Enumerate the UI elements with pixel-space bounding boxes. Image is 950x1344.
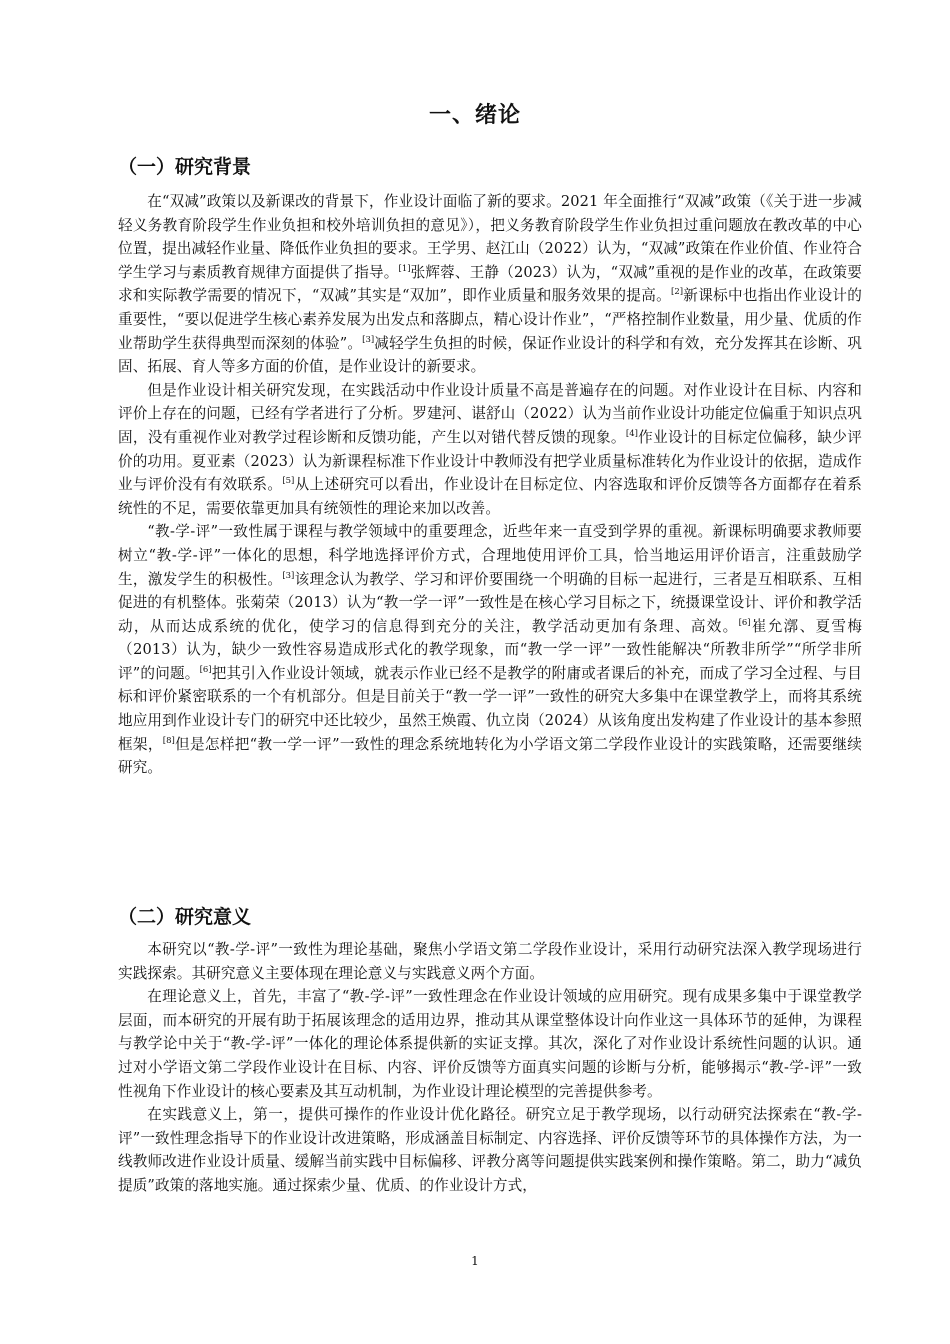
citation-marker: [6] — [199, 664, 212, 675]
paragraph-text: “教-学-评”一致性属于课程与教学领域中的重要理念，近些年来一直受到学界的重视。新课标明确要求教师要树立“教-学-评”一体化的思想，科学地选择评价方式，合理地使用评价工具，恰当地运用评价语言，注重鼓励学生，激发学生的积极性。 — [118, 523, 862, 588]
body-paragraph — [118, 520, 862, 780]
paragraph-text: 但是作业设计相关研究发现，在实践活动中作业设计质量不高是普遍存在的问题。对作业设计在目标、内容和评价上存在的问题，已经有学者进行了分析。罗建河、谌舒山（2022）认为当前作业设计功能定位偏重于知识点巩固，没有重视作业对教学过程诊断和反馈功能，产生以对错代替反馈的现象。 — [118, 381, 862, 446]
citation-marker: [8] — [162, 735, 175, 746]
paragraph-text: 把其引入作业设计领域，就表示作业已经不是教学的附庸或者课后的补充，而成了学习全过程、与目标和评价紧密联系的一个有机部分。但是目前关于“教一学一评”一致性的研究大多集中在课堂教学上，而将其系统地应用到作业设计专门的研究中还比较少，虽然王焕霞、仇立岗（2024）从该角度出发构建了作业设计的基本参照框架， — [118, 664, 863, 753]
citation-marker: [1] — [398, 263, 411, 274]
paragraph-text: 减轻学生负担的时候，保证作业设计的科学和有效，充分发挥其在诊断、巩固、拓展、育人等多方面的价值，是作业设计的新要求。 — [118, 334, 862, 376]
paragraph-text: 在实践意义上，第一，提供可操作的作业设计优化路径。研究立足于教学现场，以行动研究法探索在“教-学-评”一致性理念指导下的作业设计改进策略，形成涵盖目标制定、内容选择、评价反馈等环节的具体操作方法，为一线教师改进作业设计质量、缓解当前实践中目标偏移、评教分离等问题提供实践案例和操作策略。第二，助力“减负提质”政策的落地实施。通过探索少量、优质、的作业设计方式， — [118, 1106, 862, 1194]
citation-marker: [4] — [625, 428, 638, 439]
body-paragraph — [118, 1103, 862, 1197]
paragraph-text: 从上述研究可以看出，作业设计在目标定位、内容选取和评价反馈等各方面都存在着系统性的不足，需要依靠更加具有统领性的理论来加以改善。 — [118, 476, 862, 517]
paragraph-text: 该理念认为教学、学习和评价要围绕一个明确的目标一起进行，三者是互相联系、互相促进的有机整体。张菊荣（2013）认为“教一学一评”一致性是在核心学习目标之下，统摄课堂设计、评价和教学活动，从而达成系统的优化，使学习的信息得到充分的关注，教学活动更加有条理、高效。 — [118, 570, 862, 635]
paragraph-text: 在理论意义上，首先，丰富了“教-学-评”一致性理念在作业设计领域的应用研究。现有成果多集中于课堂教学层面，而本研究的开展有助于拓展该理念的适用边界，推动其从课堂整体设计向作业这一具体环节的延伸，为课程与教学论中关于“教-学-评”一体化的理论体系提供新的实证支撑。其次，深化了对作业设计系统性问题的认识。通过对小学语文第二学段作业设计在目标、内容、评价反馈等方面真实问题的诊断与分析，能够揭示“教-学-评”一致性视角下作业设计的核心要素及其互动机制，为作业设计理论模型的完善提供参考。 — [118, 988, 862, 1100]
citation-marker: [3] — [362, 334, 375, 345]
paragraph-text: 作业设计的目标定位偏移，缺少评价的功用。夏亚素（2023）认为新课程标准下作业设计中教师没有把学业质量标准转化为作业设计的依据，造成作业与评价没有有效联系。 — [118, 428, 862, 494]
body-paragraph — [118, 190, 862, 379]
citation-marker: [6] — [738, 617, 751, 628]
citation-marker: [3] — [282, 570, 295, 581]
paragraph-text: 张辉蓉、王静（2023）认为，“双减”重视的是作业的改革，在政策要求和实际教学需要的情况下，“双减”其实是“双加”，即作业质量和服务效果的提高。 — [118, 263, 862, 305]
paragraph-text: 崔允漷、夏雪梅（2013）认为，缺少一致性容易造成形式化的教学现象，而“教一学一评”一致性能解决“所教非所学”“所学非所评”的问题。 — [118, 617, 863, 682]
paragraph-text: 但是怎样把“教一学一评”一致性的理念系统地转化为小学语文第二学段作业设计的实践策略，还需要继续研究。 — [118, 735, 862, 777]
citation-marker: [2] — [671, 287, 684, 298]
paragraph-text: 本研究以“教-学-评”一致性为理论基础，聚焦小学语文第二学段作业设计，采用行动研究法深入教学现场进行实践探索。其研究意义主要体现在理论意义与实践意义两个方面。 — [118, 941, 862, 982]
body-paragraph — [118, 985, 862, 1103]
section-body-background — [118, 190, 862, 780]
paragraph-text: 新课标中也指出作业设计的重要性，“要以促进学生核心素养发展为出发点和落脚点，精心设计作业”，“严格控制作业数量，用少量、优质的作业帮助学生获得典型而深刻的体验”。 — [118, 287, 862, 352]
paragraph-text: 在“双减”政策以及新课改的背景下，作业设计面临了新的要求。2021 年全面推行“双减”政策（《关于进一步减轻义务教育阶段学生作业负担和校外培训负担的意见》），把义务教育阶段学生作业负担过重问题放在教改革的中心位置，提出减轻作业量、降低作业负担的要求。王学男、赵江山（2022）认为，“双减”政策在作业价值、作业符合学生学习与素质教育规律方面提供了指导。 — [118, 193, 862, 281]
section-body-significance — [118, 938, 862, 1198]
section-title-background: （一）研究背景 — [118, 156, 252, 178]
section-title-significance: （二）研究意义 — [118, 906, 252, 928]
page-number: 1 — [471, 1254, 479, 1268]
body-paragraph — [118, 938, 862, 985]
chapter-title: 一、绪论 — [428, 103, 521, 128]
body-paragraph — [118, 379, 862, 521]
citation-marker: [5] — [282, 476, 295, 487]
